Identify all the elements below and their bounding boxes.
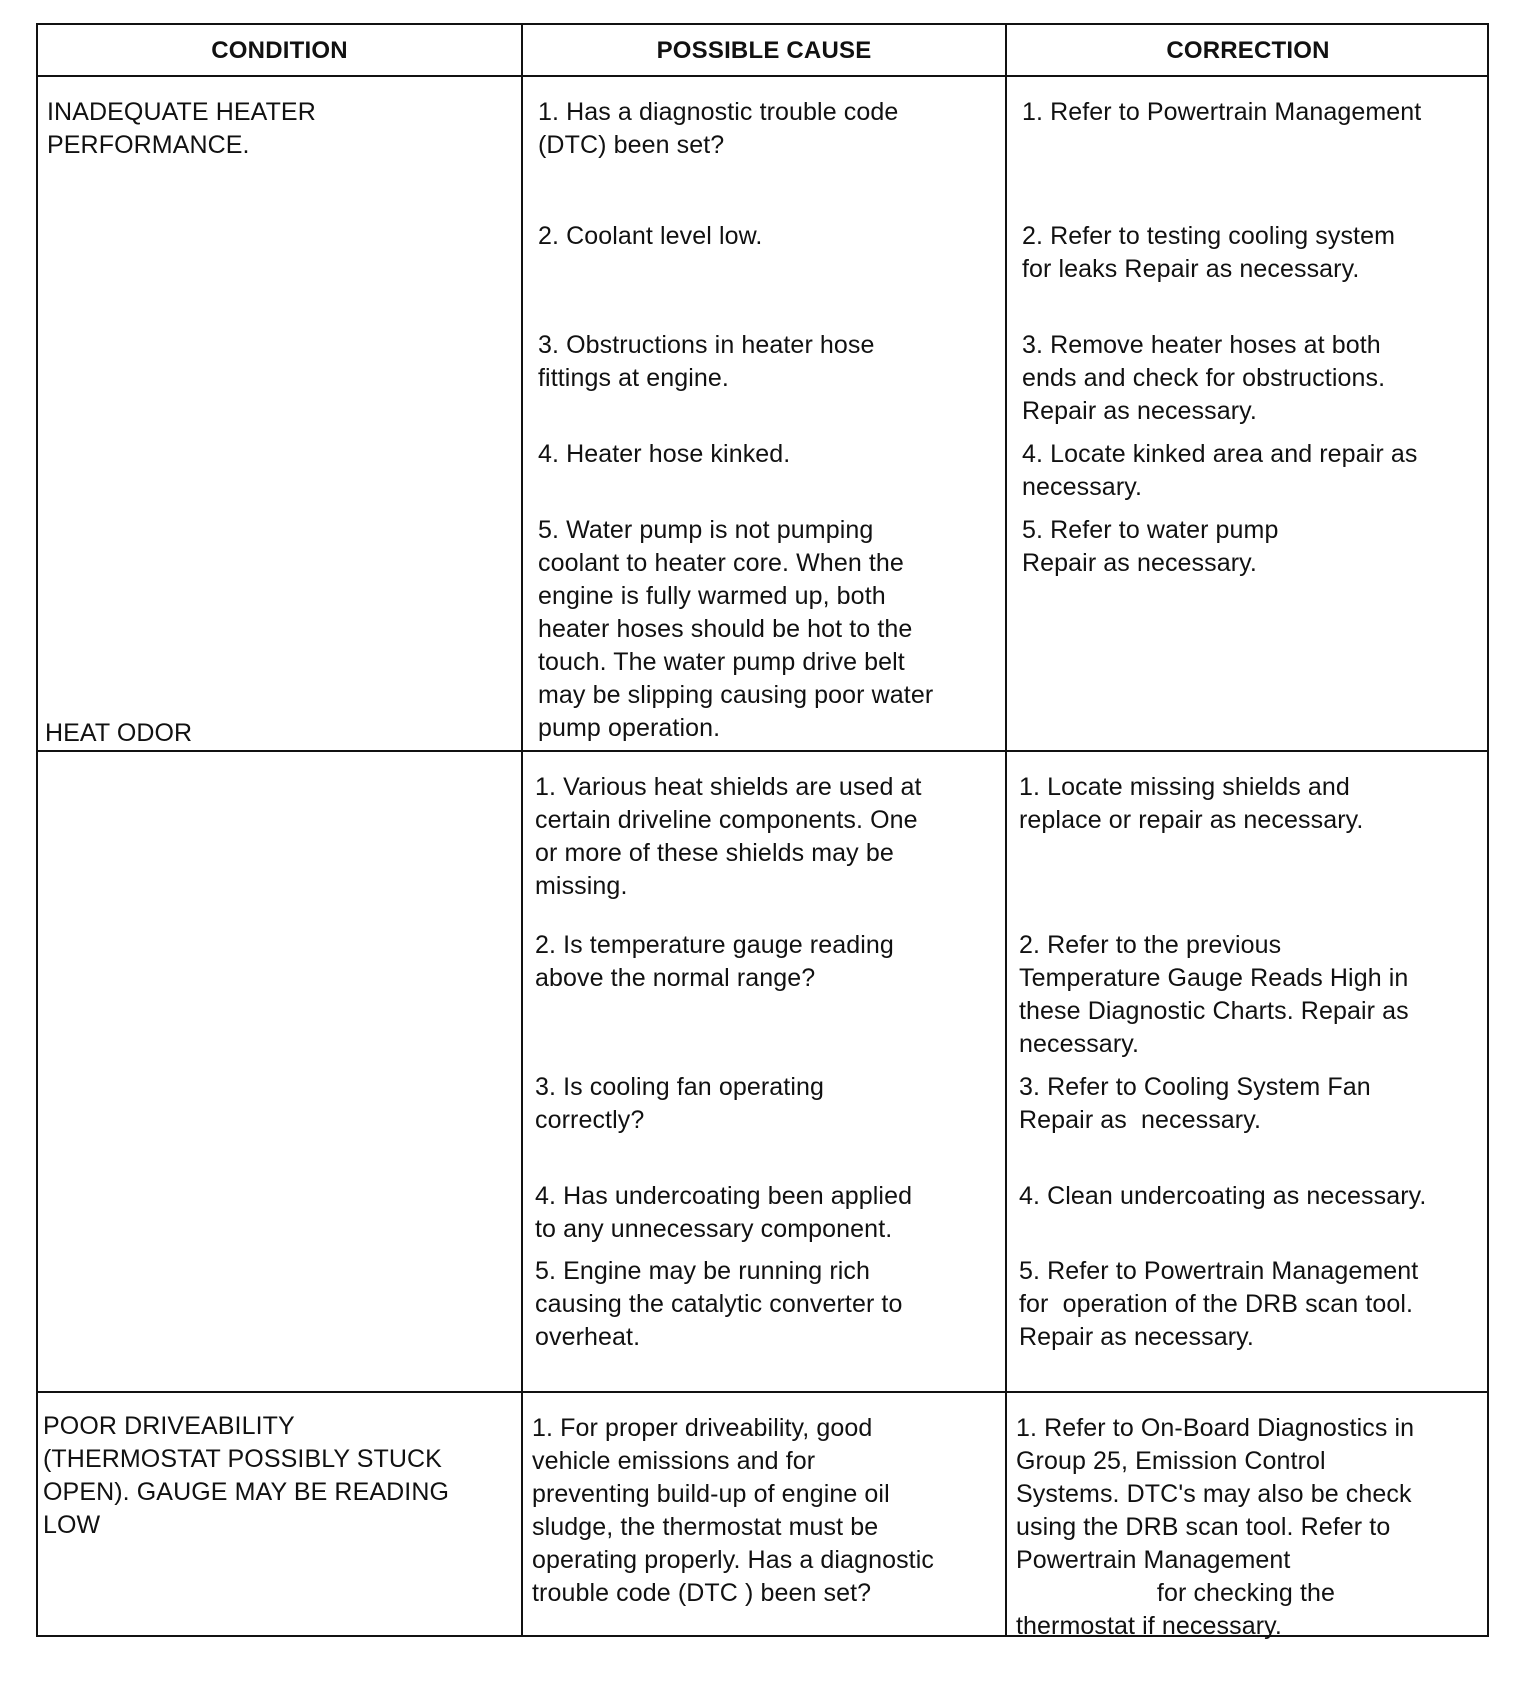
- possible-cause-item: 4. Has undercoating been applied to any unnecessary component.: [535, 1182, 913, 1243]
- correction-item: 1. Refer to On-Board Diagnostics in Group 25, Emission Control Systems. DTC's may also be check using the DRB scan tool. Refer to Powertrain Management for checking the thermostat if necessary.: [1016, 1414, 1415, 1640]
- header-correction: CORRECTION: [1166, 37, 1330, 64]
- possible-cause-item: 1. Has a diagnostic trouble code (DTC) been set?: [538, 98, 899, 159]
- column-divider: [1005, 25, 1007, 1635]
- correction-item: 3. Refer to Cooling System Fan Repair as necessary.: [1019, 1073, 1371, 1134]
- header-possible-cause: POSSIBLE CAUSE: [656, 37, 872, 64]
- diagnosis-table: [36, 23, 1489, 1640]
- possible-cause-item: 5. Engine may be running rich causing the catalytic converter to overheat.: [535, 1257, 903, 1351]
- possible-cause-item: 4. Heater hose kinked.: [538, 440, 791, 468]
- correction-item: 5. Refer to water pump Repair as necessary.: [1022, 516, 1279, 577]
- possible-cause-item: 3. Is cooling fan operating correctly?: [535, 1073, 825, 1134]
- condition-cell: POOR DRIVEABILITY (THERMOSTAT POSSIBLY STUCK OPEN). GAUGE MAY BE READING LOW: [43, 1412, 450, 1539]
- possible-cause-item: 5. Water pump is not pumping coolant to heater core. When the engine is fully warmed up, both heater hoses should be hot to the touch. The water pump drive belt may be slipping causing poor water pump operation.: [538, 516, 934, 742]
- correction-item: 4. Clean undercoating as necessary.: [1019, 1182, 1427, 1210]
- correction-item: 2. Refer to testing cooling system for leaks Repair as necessary.: [1022, 222, 1396, 283]
- possible-cause-item: 2. Is temperature gauge reading above the normal range?: [535, 931, 894, 992]
- correction-item: 1. Refer to Powertrain Management: [1022, 98, 1422, 126]
- row-divider: [38, 750, 1487, 752]
- possible-cause-item: 1. Various heat shields are used at certain driveline components. One or more of these shields may be missing.: [535, 773, 922, 900]
- correction-item: 4. Locate kinked area and repair as necessary.: [1022, 440, 1418, 501]
- possible-cause-item: 2. Coolant level low.: [538, 222, 763, 250]
- possible-cause-item: 3. Obstructions in heater hose fittings at engine.: [538, 331, 875, 392]
- correction-item: 5. Refer to Powertrain Management for operation of the DRB scan tool. Repair as necessary.: [1019, 1257, 1419, 1351]
- correction-item: 2. Refer to the previous Temperature Gauge Reads High in these Diagnostic Charts. Repair as necessary.: [1019, 931, 1409, 1058]
- correction-item: 1. Locate missing shields and replace or repair as necessary.: [1019, 773, 1364, 834]
- header-condition: CONDITION: [211, 37, 348, 64]
- condition-cell: INADEQUATE HEATER PERFORMANCE.: [47, 98, 316, 159]
- condition-cell: HEAT ODOR: [45, 719, 193, 747]
- column-divider: [521, 25, 523, 1635]
- correction-item: 3. Remove heater hoses at both ends and check for obstructions. Repair as necessary.: [1022, 331, 1386, 425]
- row-divider: [38, 1391, 1487, 1393]
- possible-cause-item: 1. For proper driveability, good vehicle emissions and for preventing build-up of engine oil sludge, the thermostat must be operating properly. Has a diagnostic trouble code (DTC ) been set?: [532, 1414, 934, 1607]
